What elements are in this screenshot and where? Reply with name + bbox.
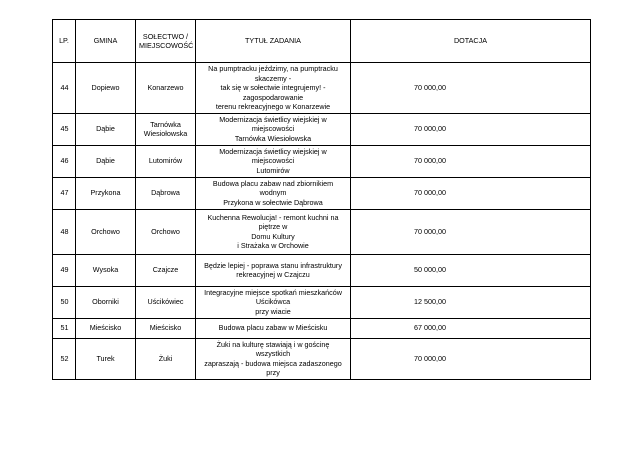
cell-gmina: Oborniki	[76, 286, 136, 318]
cell-tytul	[196, 145, 351, 177]
cell-solectwo: Konarzewo	[136, 63, 196, 114]
header-gmina: GMINA	[76, 20, 136, 63]
cell-gmina: Dopiewo	[76, 63, 136, 114]
header-dotacja: DOTACJA	[351, 20, 591, 63]
cell-tytul-line: Przykona w sołectwie Dąbrowa	[223, 197, 323, 207]
cell-tytul	[196, 318, 351, 338]
cell-tytul-line: Domu Kultury	[251, 231, 295, 241]
header-solectwo-line: MIEJSCOWOŚĆ	[139, 41, 194, 50]
header-tytul: TYTUŁ ZADANIA	[196, 20, 351, 63]
cell-solectwo: Mieścisko	[136, 318, 196, 338]
cell-tytul-line: Budowa placu zabaw nad zbiornikiem wodnym	[212, 178, 334, 198]
cell-tytul-line: Lutomirów	[256, 165, 290, 175]
table-row	[53, 63, 591, 114]
table-row	[53, 254, 591, 286]
cell-tytul	[196, 177, 351, 209]
cell-solectwo: Żuki	[136, 338, 196, 379]
cell-tytul-line: Będzie lepiej - poprawa stanu infrastruktury	[204, 260, 342, 270]
header-solectwo-line: SOŁECTWO /	[142, 31, 189, 41]
cell-lp: 48	[53, 209, 76, 254]
cell-tytul	[196, 338, 351, 379]
table-row	[53, 177, 591, 209]
cell-tytul-line: Żuki na kulturę stawiają i w gościnę wszystkich	[216, 339, 330, 358]
cell-gmina: Mieścisko	[76, 318, 136, 338]
cell-tytul	[196, 286, 351, 318]
table-row	[53, 318, 591, 338]
cell-tytul	[196, 63, 351, 114]
cell-solectwo: Orchowo	[136, 209, 196, 254]
cell-tytul-line: Integracyjne miejsce spotkań mieszkańców Uścikówca	[204, 287, 342, 307]
cell-lp: 45	[53, 113, 76, 145]
cell-dotacja: 70 000,00	[351, 63, 591, 114]
cell-tytul-line: Budowa placu zabaw w Mieścisku	[218, 323, 328, 333]
cell-lp: 51	[53, 318, 76, 338]
grants-table	[52, 19, 591, 380]
cell-tytul-line: rekreacyjnej w Czajczu	[236, 270, 310, 279]
header-lp: LP.	[53, 20, 76, 63]
cell-dotacja: 12 500,00	[351, 286, 591, 318]
table-body	[53, 63, 591, 380]
cell-tytul-line: Modernizacja świetlicy wiejskiej w miejscowości	[219, 146, 327, 166]
cell-lp: 50	[53, 286, 76, 318]
cell-lp: 44	[53, 63, 76, 114]
cell-dotacja: 70 000,00	[351, 145, 591, 177]
cell-lp: 46	[53, 145, 76, 177]
cell-dotacja: 50 000,00	[351, 254, 591, 286]
cell-dotacja: 70 000,00	[351, 177, 591, 209]
cell-lp: 47	[53, 177, 76, 209]
cell-tytul-line: terenu rekreacyjnego w Konarzewie	[215, 102, 331, 111]
table-row	[53, 209, 591, 254]
cell-tytul	[196, 209, 351, 254]
cell-solectwo: Tarnówka Wiesiołowska	[136, 113, 196, 145]
cell-lp: 52	[53, 338, 76, 379]
table-row	[53, 113, 591, 145]
cell-gmina: Wysoka	[76, 254, 136, 286]
cell-tytul-line: Na pumptracku jeździmy, na pumptracku skaczemy -	[208, 64, 338, 83]
cell-tytul-line: zapraszają - budowa miejsca zadaszonego przy	[204, 358, 342, 377]
cell-tytul-line: i Strażaka w Orchowie	[237, 241, 309, 250]
cell-tytul-line: tak się w sołectwie integrujemy! - zagospodarowanie	[220, 83, 326, 102]
cell-dotacja: 70 000,00	[351, 209, 591, 254]
table-header	[53, 20, 591, 63]
cell-tytul-line: przy wiacie	[255, 306, 291, 316]
cell-dotacja: 70 000,00	[351, 338, 591, 379]
cell-gmina: Przykona	[76, 177, 136, 209]
table-row	[53, 145, 591, 177]
header-solectwo	[136, 20, 196, 63]
cell-tytul-line: Kuchenna Rewolucja! - remont kuchni na piętrze w	[207, 212, 339, 231]
cell-dotacja: 67 000,00	[351, 318, 591, 338]
cell-gmina: Dąbie	[76, 145, 136, 177]
cell-solectwo: Czajcze	[136, 254, 196, 286]
cell-lp: 49	[53, 254, 76, 286]
cell-solectwo: Lutomirów	[136, 145, 196, 177]
cell-tytul	[196, 113, 351, 145]
cell-dotacja: 70 000,00	[351, 113, 591, 145]
table-row	[53, 286, 591, 318]
table-row	[53, 338, 591, 379]
cell-solectwo: Dąbrowa	[136, 177, 196, 209]
cell-gmina: Orchowo	[76, 209, 136, 254]
cell-gmina: Turek	[76, 338, 136, 379]
header-row	[53, 20, 591, 63]
cell-tytul	[196, 254, 351, 286]
cell-solectwo: Uścikówiec	[136, 286, 196, 318]
cell-tytul-line: Modernizacja świetlicy wiejskiej w miejscowości	[219, 114, 327, 134]
cell-gmina: Dąbie	[76, 113, 136, 145]
cell-tytul-line: Tarnówka Wiesiołowska	[234, 133, 312, 143]
